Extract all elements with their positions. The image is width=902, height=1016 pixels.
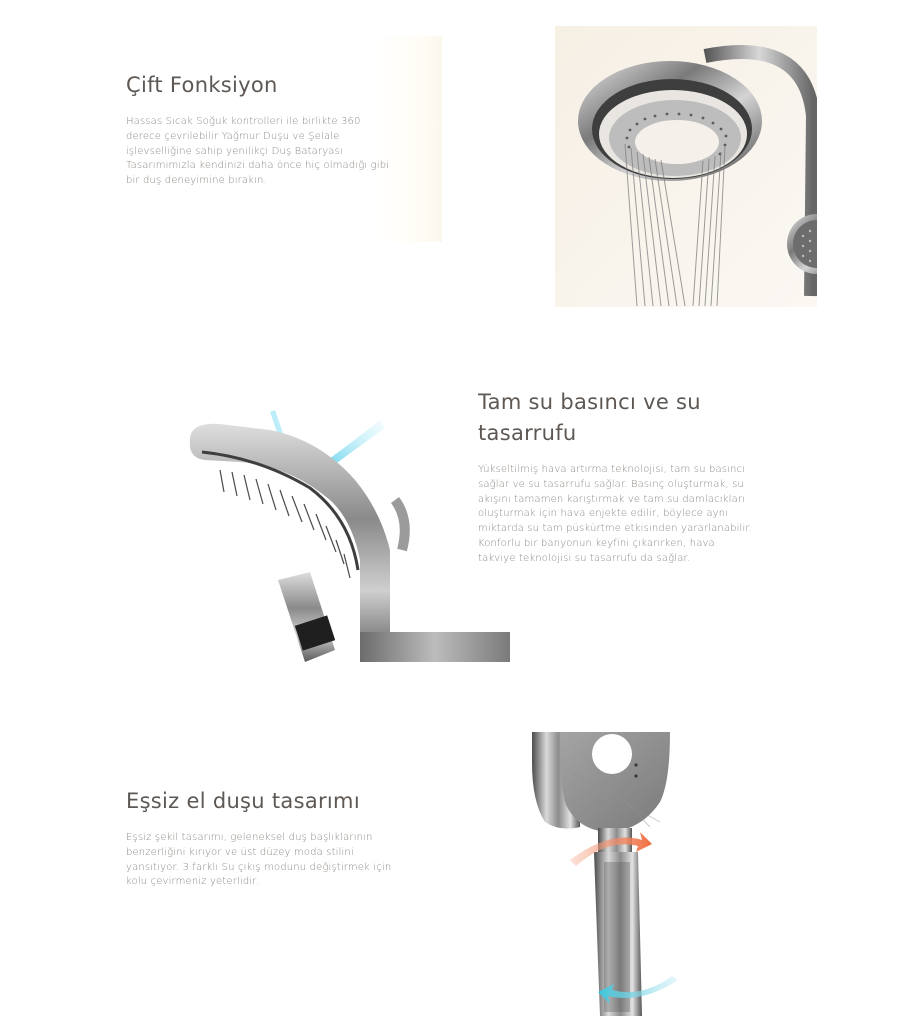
feature-title: Eşsiz el duşu tasarımı xyxy=(126,789,360,813)
feature-title: Çift Fonksiyon xyxy=(126,73,278,97)
feature-text-dual-function xyxy=(126,70,396,189)
feature-title: Tam su basıncı ve su tasarrufu xyxy=(478,390,701,445)
hand-shower-rotation-image xyxy=(520,732,700,1016)
feature-description: Yükseltilmiş hava artırma teknolojisi, tam su basıncı sağlar ve su tasarrufu sağlar. Basınç oluşturmak, su akışını tamamen karıştırmak ve tam su damlacıkları oluşturmak için hava enjekte edilir, böylece aynı miktarda su tam püskürtme etkisinden yararlanabilir. Konforlu bir banyonun keyfini çıkarırken, hava takviye teknolojisi su tasarrufu da sağlar. xyxy=(478,464,753,564)
rain-shower-head-image xyxy=(555,26,817,307)
feature-text-hand-shower xyxy=(126,786,401,890)
air-boost-shower-image xyxy=(180,400,510,662)
feature-description: Eşsiz şekil tasarımı, geleneksel duş başlıklarının benzerliğini kırıyor ve üst düzey moda stilini yansıtıyor. 3 farklı Su çıkış modunu değiştirmek için kolu çevirmeniz yeterlidir. xyxy=(126,832,392,888)
feature-description: Hassas Sıcak Soğuk kontrolleri ile birlikte 360 derece çevrilebilir Yağmur Duşu ve Şelale işlevselliğine sahip yenilikçi Duş Bataryası Tasarımımızla kendinizi daha önce hiç olmadığı gibi bir duş deneyimine bırakın. xyxy=(126,116,390,187)
feature-text-water-pressure xyxy=(478,387,753,567)
